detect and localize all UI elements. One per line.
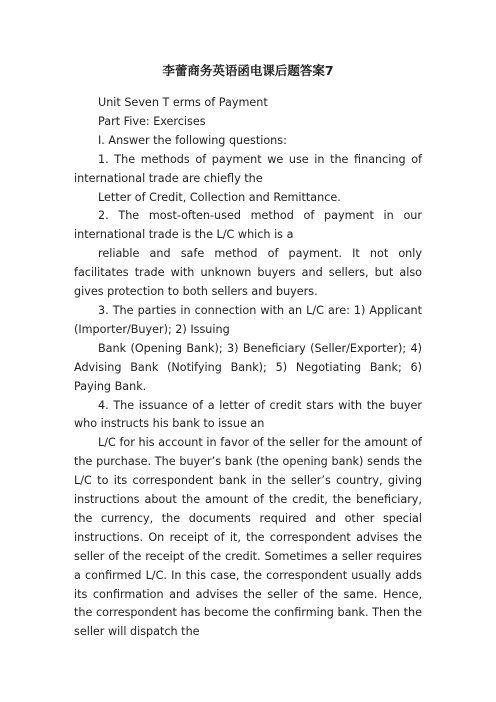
paragraph-answer-3-cont: Bank (Opening Bank); 3) Beneficiary (Seller/Exporter); 4) Advising Bank (Notifying Bank); 5) Negotiating Bank; 6) Paying Bank. [74,341,422,393]
paragraph-answer-2: 2. The most-often-used method of payment in our international trade is the L/C which is a [74,209,422,242]
page-title: 李蕾商务英语函电课后题答案7 [162,63,334,78]
paragraph-answer-2-cont: reliable and safe method of payment. It not only facilitates trade with unknown buyers and sellers, but also gives protection to both sellers and buyers. [74,247,422,299]
paragraph-answer-3: 3. The parties in connection with an L/C are: 1) Applicant (Importer/Buyer); 2) Issuing [74,303,422,336]
paragraph-answer-4-cont: L/C for his account in favor of the seller for the amount of the purchase. The buyer’s bank (the opening bank) sends the L/C to its correspondent bank in the seller’s country, giving instructions about the amount of the credit, the beneficiary, the currency, the documents required and other special instructions. On receipt of it, the correspondent advises the seller of the receipt of the credit. Sometimes a seller requires a confirmed L/C. In this case, the correspondent usually adds its confirmation and advises the seller of the same. Hence, the correspondent has become the confirming bank. Then the seller will dispatch the [74,436,422,639]
paragraph-answer-4: 4. The issuance of a letter of credit stars with the buyer who instructs his bank to issue an [74,398,422,431]
paragraph-unit-title: Unit Seven T erms of Payment [98,96,268,109]
paragraph-part-heading: Part Five: Exercises [98,114,206,128]
paragraph-answer-1: 1. The methods of payment we use in the financing of international trade are chiefly the [74,152,422,185]
paragraph-answer-1-cont: Letter of Credit, Collection and Remittance. [98,190,341,204]
document-body [74,94,422,642]
paragraph-section-heading: I. Answer the following questions: [98,133,287,147]
